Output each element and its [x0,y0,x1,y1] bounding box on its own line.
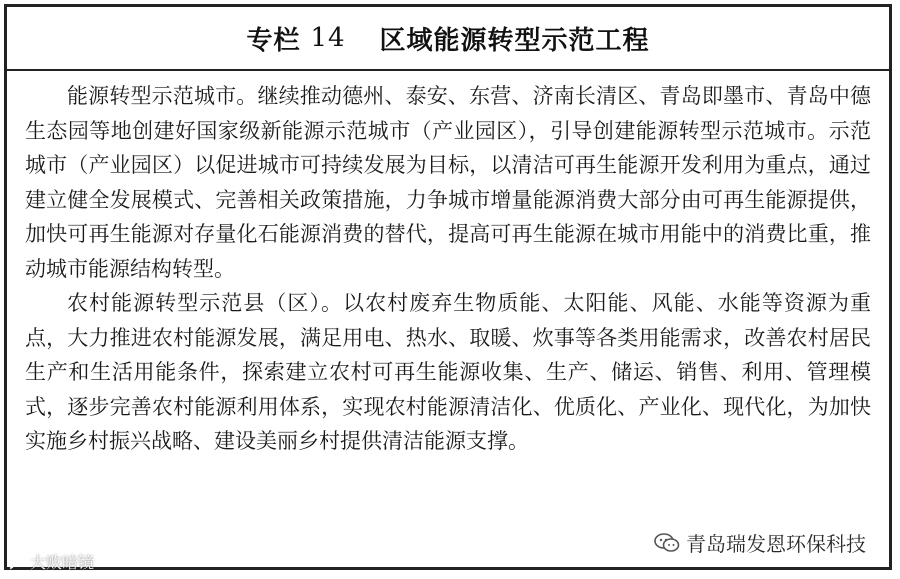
watermark-left [8,550,94,573]
column-label: 专栏 [246,25,301,56]
watermark-left-text: 大败暗镜 [30,553,95,572]
column-title: 区域能源转型示范工程 [379,25,650,56]
column-number: 14 [310,23,346,53]
watermark-right [650,526,870,559]
paragraph-rural-energy-counties: 农村能源转型示范县（区）。以农村废弃生物质能、太阳能、风能、水能等资源为重点，大力推进农村能源发展，满足用电、热水、取暖、炊事等各类用能需求，改善农村居民生产和生活用能条件，探索建立农村可再生能源收集、生产、储运、销售、利用、管理模式，逐步完善农村能源利用体系，实现农村能源清洁化、优质化、产业化、现代化，为加快实施乡村振兴战略、建设美丽乡村提供清洁能源支撑。 [25,291,871,453]
paragraph-energy-transition-cities: 能源转型示范城市。继续推动德州、泰安、东营、济南长清区、青岛即墨市、青岛中德生态园等地创建好国家级新能源示范城市（产业园区），引导创建能源转型示范城市。示范城市（产业园区）以促进城市可持续发展为目标，以清洁可再生能源开发利用为重点，通过建立健全发展模式、完善相关政策措施，力争城市增量能源消费大部分由可再生能源提供，加快可再生能源对存量化石能源消费的替代，提高可再生能源在城市用能中的消费比重，推动城市能源结构转型。 [25,84,871,281]
watermark-right-text: 青岛瑞发恩环保科技 [686,532,866,556]
speech-bubble-icon [8,554,26,570]
wechat-icon [654,532,680,554]
column-body [7,71,889,459]
column-box [4,4,892,570]
column-header [7,7,889,71]
